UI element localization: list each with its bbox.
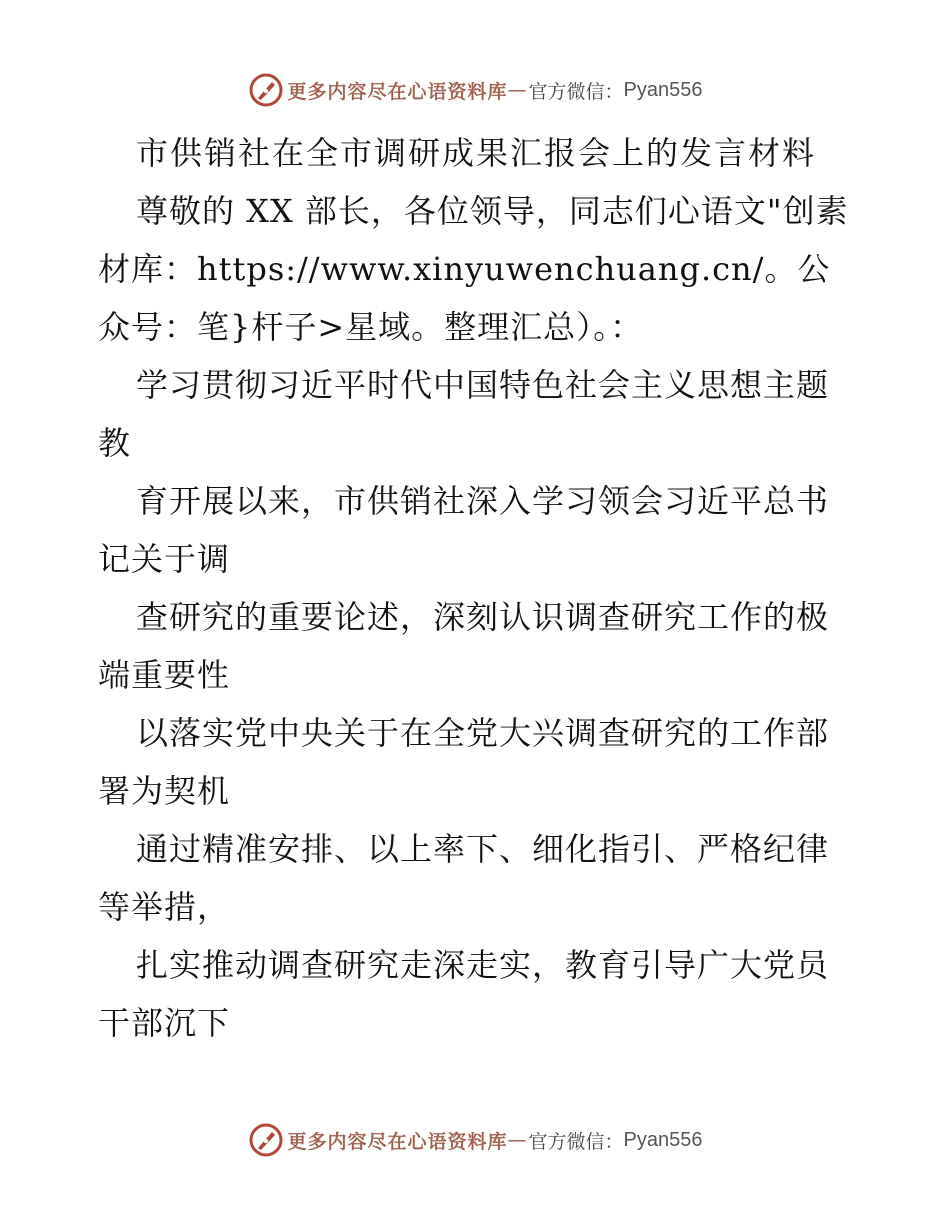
header-banner [0,70,950,110]
paragraph: 育开展以来，市供销社深入学习领会习近平总书记关于调 [98,482,830,578]
paragraph: 查研究的重要论述，深刻认识调查研究工作的极端重要性 [98,598,830,694]
document-body [98,124,850,1052]
paragraph: 扎实推动调查研究走深走实，教育引导广大党员干部沉下 [98,946,830,1042]
paragraph: 通过精准安排、以上率下、细化指引、严格纪律等举措， [98,830,830,926]
paragraph-greeting: 尊敬的 XX 部长，各位领导，同志们心语文"创素材库：https://www.xinyuwenchuang.cn/。公众号：笔}杆子>星域。整理汇总）。： [98,192,849,346]
pen-nib-logo-icon [248,72,284,108]
header-brand-text: 更多内容尽在心语资料库 [287,80,508,103]
header-contact-handle: Pyan556 [623,78,703,101]
footer-contact-handle: Pyan556 [623,1128,703,1151]
document-title: 市供销社在全市调研成果汇报会上的发言材料 [136,134,817,172]
paragraph: 以落实党中央关于在全党大兴调查研究的工作部署为契机 [98,714,830,810]
pen-nib-logo-icon [248,1122,284,1158]
footer-contact-label: 官方微信： [528,1130,624,1153]
footer-brand-text: 更多内容尽在心语资料库 [287,1130,508,1153]
paragraph: 学习贯彻习近平时代中国特色社会主义思想主题教 [98,366,830,462]
footer-separator: — [507,1129,527,1151]
header-contact-label: 官方微信： [528,80,624,103]
footer-banner [0,1120,950,1160]
header-separator: — [507,79,527,101]
